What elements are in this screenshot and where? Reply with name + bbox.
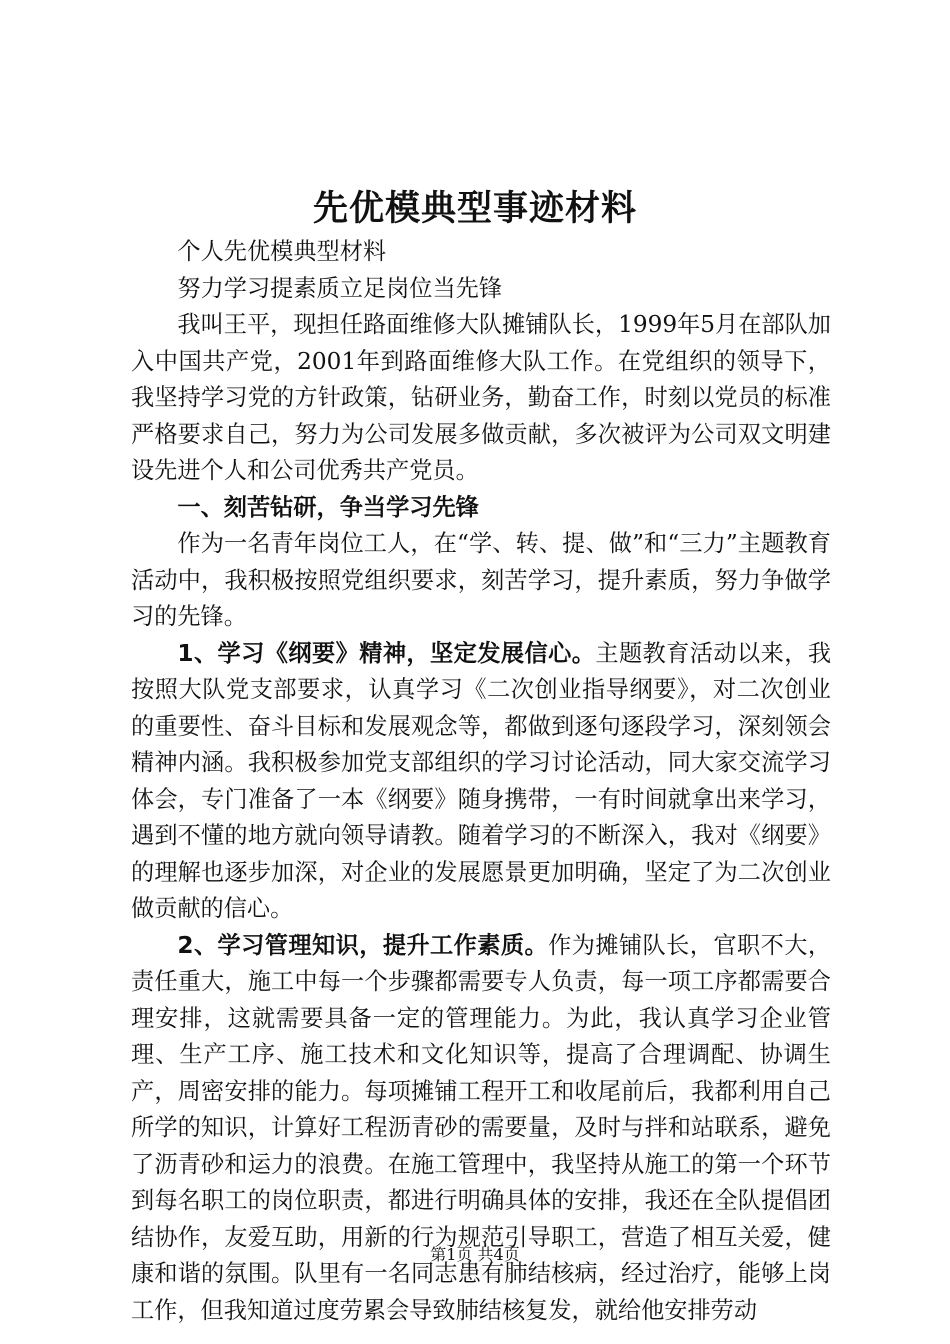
document-title: 先优模典型事迹材料 xyxy=(312,188,637,229)
subtitle-line-1: 个人先优模典型材料 xyxy=(177,238,387,265)
item-2-lead: 2、学习管理知识，提升工作素质。 xyxy=(177,931,549,959)
item-1-paragraph xyxy=(131,636,831,928)
subtitle-line-2: 努力学习提素质立足岗位当先锋 xyxy=(177,274,503,302)
intro-paragraph: 我叫王平，现担任路面维修大队摊铺队长，1999年5月在部队加入中国共产党，2001年到路面维修大队工作。在党组织的领导下，我坚持学习党的方针政策，钻研业务，勤奋工作，时刻以党员的标准严格要求自己，努力为公司发展多做贡献，多次被评为公司双文明建设先进个人和公司优秀共产党员。 xyxy=(131,311,831,484)
item-2-paragraph xyxy=(131,928,831,1330)
document-body xyxy=(131,234,831,1329)
page-number-footer: 第1页 共4页 xyxy=(430,1245,520,1264)
item-2-text: 作为摊铺队长，官职不大，责任重大，施工中每一个步骤都需要专人负责，每一项工序都需要合理安排，这就需要具备一定的管理能力。为此，我认真学习企业管理、生产工序、施工技术和文化知识等，提高了合理调配、协调生产，周密安排的能力。每项摊铺工程开工和收尾前后，我都利用自己所学的知识，计算好工程沥青砂的需要量，及时与拌和站联系，避免了沥青砂和运力的浪费。在施工管理中，我坚持从施工的第一个环节到每名职工的岗位职责，都进行明确具体的安排，我还在全队提倡团结协作，友爱互助，用新的行为规范引导职工，营造了相互关爱，健康和谐的氛围。队里有一名同志患有肺结核病，经过治疗，能够上岗工作，但我知道过度劳累会导致肺结核复发，就给他安排劳动 xyxy=(131,931,832,1324)
section-1-paragraph: 作为一名青年岗位工人，在“学、转、提、做”和“三力”主题教育活动中，我积极按照党组织要求，刻苦学习，提升素质，努力争做学习的先锋。 xyxy=(131,530,831,630)
item-1-lead: 1、学习《纲要》精神，坚定发展信心。 xyxy=(177,639,596,667)
item-1-text: 主题教育活动以来，我按照大队党支部要求，认真学习《二次创业指导纲要》，对二次创业的重要性、奋斗目标和发展观念等，都做到逐句逐段学习，深刻领会精神内涵。我积极参加党支部组织的学习讨论活动，同大家交流学习体会，专门准备了一本《纲要》随身携带，一有时间就拿出来学习，遇到不懂的地方就向领导请教。随着学习的不断深入，我对《纲要》的理解也逐步加深，对企业的发展愿景更加明确，坚定了为二次创业做贡献的信心。 xyxy=(131,639,832,922)
section-1-heading: 一、刻苦钻研，争当学习先锋 xyxy=(177,493,479,521)
